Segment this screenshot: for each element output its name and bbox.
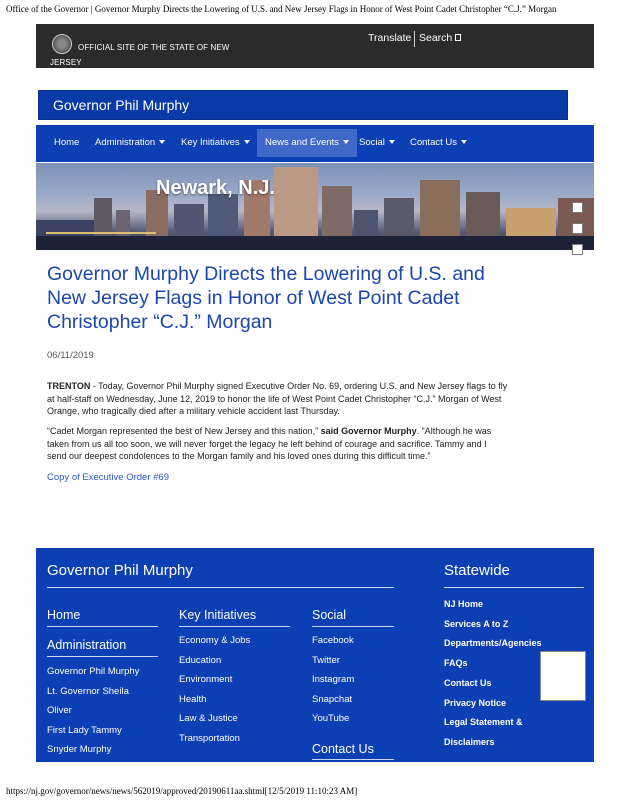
footer-statewide-list: [444, 595, 542, 753]
paragraph-2: [47, 425, 577, 463]
footer-link-services[interactable]: Services A to Z: [444, 618, 509, 629]
paragraph-1-line-2: at half-staff on Wednesday, June 12, 2019 to honor the life of West Point Cadet Christopher “C.J.” Morgan of West: [47, 393, 502, 404]
nav-news-label: News and Events: [265, 137, 339, 148]
footer-link-snapchat[interactable]: Snapchat: [312, 693, 353, 705]
footer-link-education[interactable]: Education: [179, 654, 222, 666]
footer-initiatives-list: [179, 631, 250, 748]
footer-contact-heading[interactable]: Contact Us: [312, 742, 374, 756]
footer-link-law-justice[interactable]: Law & Justice: [179, 713, 238, 724]
print-header: Office of the Governor | Governor Murphy Directs the Lowering of U.S. and New Jersey Flags in Honor of West Point Cadet Christopher “C.J.” Morgan: [6, 4, 557, 14]
search-icon: [455, 34, 461, 41]
search-label: Search: [419, 32, 453, 44]
nav-key-initiatives-label: Key Initiatives: [181, 137, 240, 148]
headline-line-3: Christopher “C.J.” Morgan: [47, 311, 273, 333]
search-button[interactable]: [419, 32, 461, 44]
footer-link-health[interactable]: Health: [179, 693, 207, 705]
bridge-lights: [46, 232, 156, 250]
nav-home[interactable]: [54, 129, 79, 157]
footer-link-transportation[interactable]: Transportation: [179, 732, 240, 744]
chevron-down-icon: [244, 140, 250, 144]
footer-rule: [47, 626, 158, 627]
footer-rule: [47, 656, 158, 657]
footer-link-economy[interactable]: Economy & Jobs: [179, 635, 251, 646]
quote-continue: . “Although he was: [416, 426, 492, 436]
chat-widget-button[interactable]: [540, 651, 586, 701]
site-footer: [36, 548, 594, 762]
footer-social-heading[interactable]: Social: [312, 608, 347, 622]
paragraph-1-line-1: [47, 380, 577, 393]
footer-link-nj-home[interactable]: NJ Home: [444, 599, 484, 609]
nav-social-label: Social: [359, 137, 385, 148]
footer-key-initiatives-heading[interactable]: Key Initiatives: [179, 608, 257, 622]
paragraph-1-text-1: - Today, Governor Phil Murphy signed Executive Order No. 69, ordering U.S. and New Jersey flags to fly: [90, 381, 508, 391]
footer-rule: [312, 759, 394, 760]
footer-link-first-lady[interactable]: First Lady Tammy: [47, 724, 122, 736]
translate-link[interactable]: Translate: [368, 32, 412, 44]
footer-link-instagram[interactable]: Instagram: [312, 674, 355, 685]
headline-line-1: Governor Murphy Directs the Lowering of U.S. and: [47, 263, 485, 285]
hero-title: Newark, N.J.: [156, 177, 275, 199]
paragraph-2-line-2: taken from us all too soon, we will never forget the legacy he left behind of courage and sacrifice. Tammy and I: [47, 438, 487, 449]
top-bar: [36, 24, 594, 68]
nav-home-label: Home: [54, 137, 80, 148]
main-nav: [36, 125, 594, 162]
dateline: TRENTON: [47, 381, 91, 391]
footer-social-list: [312, 631, 354, 729]
nav-administration-label: Administration: [95, 137, 156, 148]
article-date: 06/11/2019: [47, 350, 94, 361]
nav-contact-us[interactable]: [410, 129, 467, 157]
nav-key-initiatives[interactable]: [181, 129, 250, 157]
nav-social[interactable]: [359, 129, 395, 157]
footer-title[interactable]: Governor Phil Murphy: [47, 562, 193, 579]
footer-link-privacy[interactable]: Privacy Notice: [444, 697, 507, 708]
footer-link-contact-us[interactable]: Contact Us: [444, 677, 492, 688]
nav-administration[interactable]: [95, 129, 165, 157]
footer-link-lt-governor-cont[interactable]: Oliver: [47, 705, 72, 716]
print-icon[interactable]: [572, 223, 583, 234]
chevron-down-icon: [159, 140, 165, 144]
footer-admin-list: [47, 662, 139, 760]
footer-administration-link[interactable]: Administration: [47, 638, 127, 652]
paragraph-1-line-3: Orange, who tragically died after a military vehicle accident last Thursday.: [47, 406, 340, 416]
official-line-1: OFFICIAL SITE OF THE STATE OF NEW: [78, 43, 230, 52]
article-headline: [47, 262, 587, 334]
footer-rule: [179, 626, 290, 627]
paragraph-1: [47, 380, 577, 418]
chevron-down-icon: [343, 140, 349, 144]
print-footer: https://nj.gov/governor/news/news/562019/approved/20190611aa.shtml[12/5/2019 11:10:23 AM]: [6, 786, 358, 796]
footer-link-legal[interactable]: Legal Statement &: [444, 717, 523, 728]
footer-rule: [444, 587, 584, 588]
executive-order-link[interactable]: Copy of Executive Order #69: [47, 472, 169, 483]
governor-title-link[interactable]: Governor Phil Murphy: [53, 97, 190, 113]
official-line-2: JERSEY: [50, 58, 82, 67]
footer-link-first-lady-cont[interactable]: Snyder Murphy: [47, 744, 112, 755]
footer-link-youtube[interactable]: YouTube: [312, 713, 350, 724]
footer-title-rule: [47, 587, 394, 588]
hero-banner: [36, 163, 594, 250]
official-site-label[interactable]: [50, 40, 260, 70]
footer-rule: [312, 626, 394, 627]
headline-line-2: New Jersey Flags in Honor of West Point Cadet: [47, 287, 460, 309]
footer-link-departments[interactable]: Departments/Agencies: [444, 638, 542, 649]
share-icon[interactable]: [572, 202, 583, 213]
quote-attribution: said Governor Murphy: [320, 426, 417, 436]
paragraph-2-line-1: [47, 425, 577, 438]
footer-link-faqs[interactable]: FAQs: [444, 658, 468, 669]
footer-statewide-heading[interactable]: Statewide: [444, 562, 510, 579]
topbar-divider: [414, 31, 415, 47]
footer-link-environment[interactable]: Environment: [179, 674, 233, 685]
email-icon[interactable]: [572, 244, 583, 255]
footer-home-link[interactable]: Home: [47, 608, 81, 622]
nav-news-and-events[interactable]: [257, 129, 357, 157]
footer-link-governor[interactable]: Governor Phil Murphy: [47, 666, 140, 677]
paragraph-2-line-3: send our deepest condolences to the Morgan family and his loved ones during this difficult time.”: [47, 451, 431, 461]
chevron-down-icon: [389, 140, 395, 144]
footer-link-disclaimers[interactable]: Disclaimers: [444, 736, 495, 747]
footer-link-facebook[interactable]: Facebook: [312, 635, 354, 646]
governor-title-bar: [38, 90, 568, 120]
nav-contact-label: Contact Us: [410, 137, 457, 148]
quote-start: “Cadet Morgan represented the best of New Jersey and this nation,”: [47, 426, 321, 436]
footer-link-lt-governor[interactable]: Lt. Governor Sheila: [47, 685, 129, 697]
footer-link-twitter[interactable]: Twitter: [312, 654, 340, 666]
chevron-down-icon: [461, 140, 467, 144]
